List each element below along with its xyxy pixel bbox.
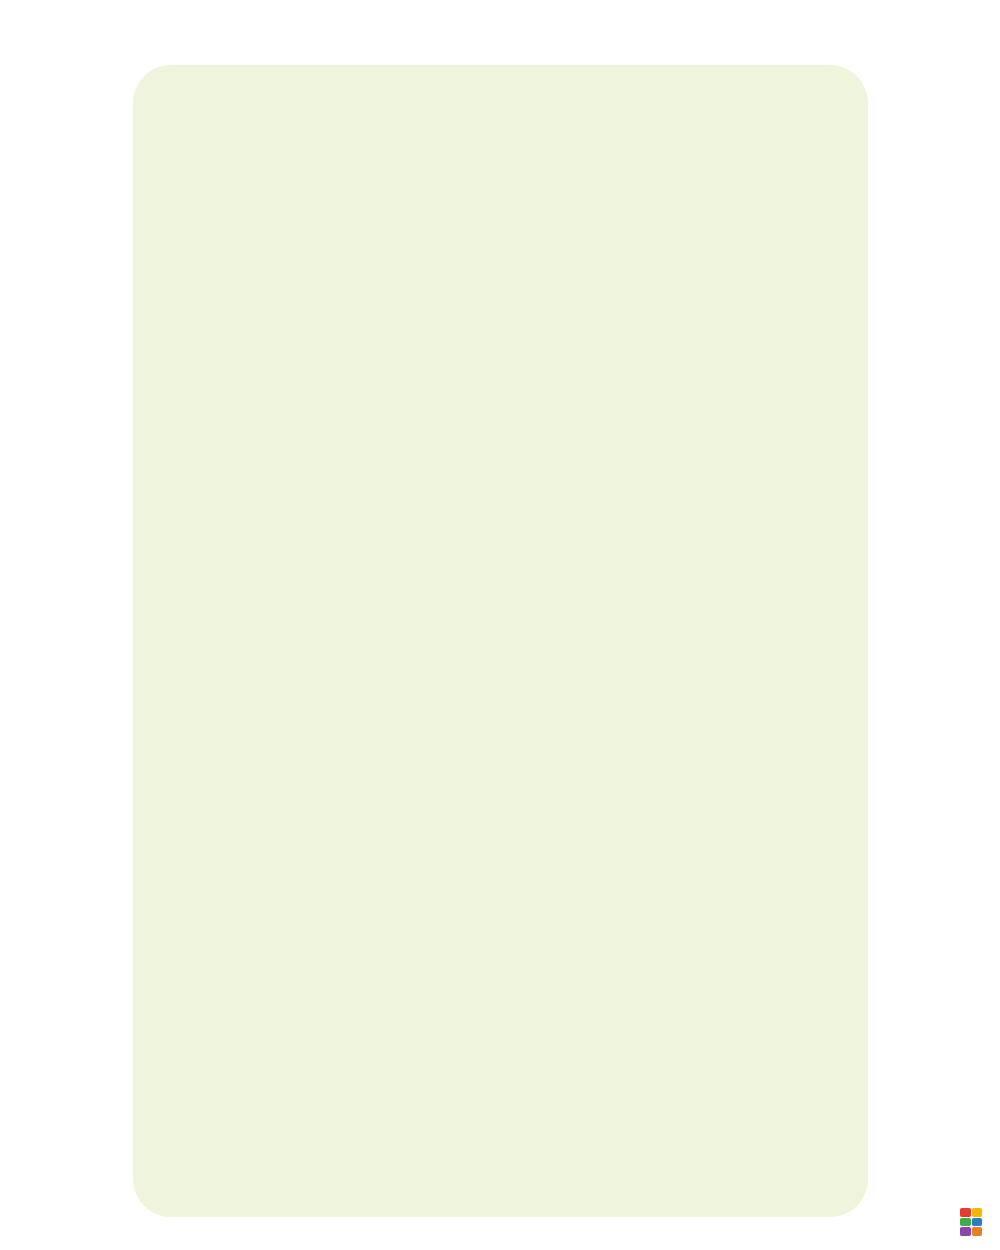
worksheet-card bbox=[133, 65, 868, 1217]
liveworksheets-logo bbox=[960, 1208, 986, 1236]
logo-icon bbox=[960, 1208, 982, 1236]
